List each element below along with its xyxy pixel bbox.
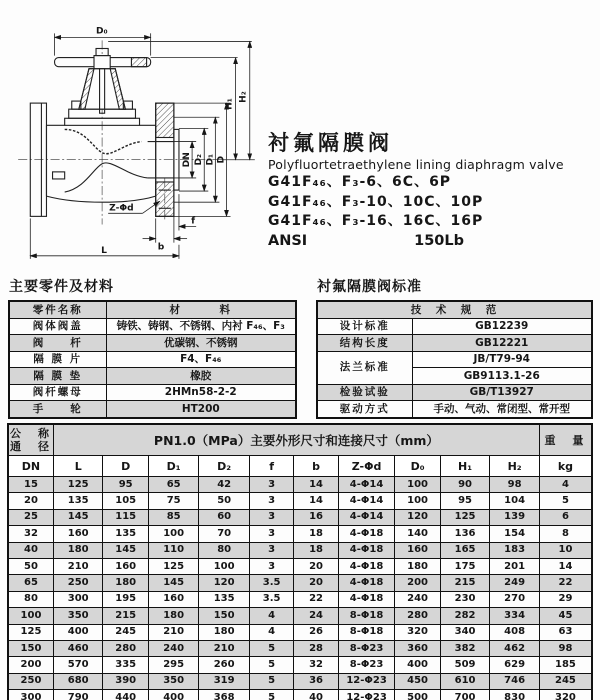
table-cell: 160 — [395, 542, 440, 558]
table-cell: 结构长度 — [317, 335, 412, 352]
table-cell: 210 — [148, 624, 199, 640]
table-cell: 36 — [294, 673, 338, 689]
table-cell: 4-Φ18 — [338, 591, 395, 607]
table-cell: 240 — [395, 591, 440, 607]
table-cell: 145 — [53, 509, 103, 525]
table-cell: 5 — [249, 673, 293, 689]
column-header: b — [294, 456, 338, 477]
table-row — [317, 351, 592, 368]
table-cell: 阀杆螺母 — [9, 384, 106, 401]
table-cell: 10 — [539, 542, 592, 558]
table-cell: 165 — [440, 542, 490, 558]
table-cell: 14 — [539, 558, 592, 574]
table-cell: 200 — [395, 575, 440, 591]
table-cell: 4-Φ14 — [338, 509, 395, 525]
table-cell: F4、F₄₆ — [106, 351, 296, 368]
table-cell: 240 — [148, 640, 199, 656]
table-cell: 26 — [294, 624, 338, 640]
table-cell: 350 — [53, 608, 103, 624]
table-cell: 检验试验 — [317, 384, 412, 401]
table-row — [8, 657, 592, 673]
table-cell: 249 — [490, 575, 540, 591]
table-group-header-row — [8, 424, 592, 456]
table-row — [8, 591, 592, 607]
table-cell: 300 — [53, 591, 103, 607]
table-cell: 90 — [440, 477, 490, 493]
table-cell: 180 — [148, 608, 199, 624]
table-cell: 法兰标准 — [317, 351, 412, 384]
table-cell: 98 — [490, 477, 540, 493]
table-cell: 5 — [249, 657, 293, 673]
table-cell: 8 — [539, 526, 592, 542]
table-cell: 700 — [440, 690, 490, 700]
table-cell: 270 — [490, 591, 540, 607]
table-column-header-row — [8, 456, 592, 477]
table-cell: 135 — [53, 493, 103, 509]
column-header: D₂ — [199, 456, 250, 477]
table-cell: 18 — [294, 542, 338, 558]
table-cell: 250 — [8, 673, 53, 689]
column-header: 零件名称 — [9, 301, 106, 318]
table-cell: 830 — [490, 690, 540, 700]
table-cell: 5 — [249, 690, 293, 700]
table-cell: 260 — [199, 657, 250, 673]
table-cell: 746 — [490, 673, 540, 689]
table-cell: 201 — [490, 558, 540, 574]
table-cell: 45 — [539, 608, 592, 624]
table-cell: 210 — [53, 558, 103, 574]
table-cell: 104 — [490, 493, 540, 509]
table-cell: 125 — [53, 477, 103, 493]
table-cell: 设计标准 — [317, 318, 412, 335]
table-cell: 50 — [8, 558, 53, 574]
table-cell: 隔 膜 片 — [9, 351, 106, 368]
table-cell: 680 — [53, 673, 103, 689]
table-row — [8, 575, 592, 591]
table-cell: 22 — [539, 575, 592, 591]
table-cell: 4-Φ18 — [338, 526, 395, 542]
table-cell: GB9113.1-26 — [412, 368, 592, 385]
table-cell: 4-Φ18 — [338, 575, 395, 591]
table-cell: 440 — [103, 690, 148, 700]
table-cell: 629 — [490, 657, 540, 673]
table-cell: 215 — [440, 575, 490, 591]
parts-table-title: 主要零件及材料 — [9, 279, 114, 295]
table-cell: 60 — [199, 509, 250, 525]
table-cell: 3 — [249, 477, 293, 493]
table-row — [8, 640, 592, 656]
page-title: 衬氟隔膜阀 — [268, 131, 393, 155]
table-cell: 100 — [395, 493, 440, 509]
table-cell: 25 — [8, 509, 53, 525]
table-cell: 150 — [199, 608, 250, 624]
table-cell: 135 — [199, 591, 250, 607]
table-cell: 282 — [440, 608, 490, 624]
table-cell: 隔 膜 垫 — [9, 368, 106, 385]
model-line: G41F₄₆、F₃-16、16C、16P — [268, 213, 484, 229]
dim-label-d2: D₂ — [194, 153, 205, 166]
table-cell: 610 — [440, 673, 490, 689]
table-cell: 462 — [490, 640, 540, 656]
table-cell: GB/T13927 — [412, 384, 592, 401]
table-cell: 180 — [103, 575, 148, 591]
table-cell: 350 — [148, 673, 199, 689]
table-cell: 95 — [440, 493, 490, 509]
table-cell: 183 — [490, 542, 540, 558]
table-cell: 400 — [395, 657, 440, 673]
table-cell: 阀体阀盖 — [9, 318, 106, 335]
table-cell: 4-Φ14 — [338, 493, 395, 509]
table-row — [8, 624, 592, 640]
table-cell: 160 — [148, 591, 199, 607]
weight-header — [539, 424, 592, 456]
table-cell: 100 — [8, 608, 53, 624]
table-row — [8, 509, 592, 525]
parts-materials-table — [8, 300, 297, 419]
table-cell: 63 — [539, 624, 592, 640]
table-cell: 8-Φ18 — [338, 608, 395, 624]
table-cell: 8-Φ23 — [338, 640, 395, 656]
table-row — [9, 368, 296, 385]
table-row — [8, 526, 592, 542]
table-cell: 360 — [395, 640, 440, 656]
table-cell: 65 — [148, 477, 199, 493]
table-cell: 32 — [8, 526, 53, 542]
table-cell: HT200 — [106, 401, 296, 418]
column-header: D₁ — [148, 456, 199, 477]
table-cell: 140 — [395, 526, 440, 542]
table-cell: 3 — [249, 493, 293, 509]
table-cell: 180 — [395, 558, 440, 574]
table-cell: 3.5 — [249, 575, 293, 591]
table-cell: 245 — [539, 673, 592, 689]
handwheel — [55, 48, 151, 113]
valve-cross-section-svg — [4, 10, 272, 267]
table-cell: 手动、气动、常闭型、常开型 — [412, 401, 592, 418]
table-cell: 125 — [8, 624, 53, 640]
table-cell: 2HMn58-2-2 — [106, 384, 296, 401]
table-cell: 3 — [249, 509, 293, 525]
table-cell: 115 — [103, 509, 148, 525]
table-cell: 14 — [294, 493, 338, 509]
table-cell: 300 — [8, 690, 53, 700]
table-cell: 145 — [103, 542, 148, 558]
dim-label-d0: D₀ — [96, 26, 108, 37]
table-cell: 铸铁、铸钢、不锈钢、内衬 F₄₆、F₃ — [106, 318, 296, 335]
table-row — [317, 335, 592, 352]
bonnet — [53, 69, 140, 179]
table-cell: 70 — [199, 526, 250, 542]
table-cell: 154 — [490, 526, 540, 542]
table-cell: 20 — [8, 493, 53, 509]
table-row — [8, 558, 592, 574]
table-cell: 382 — [440, 640, 490, 656]
table-cell: 4-Φ14 — [338, 477, 395, 493]
table-cell: 320 — [539, 690, 592, 700]
table-cell: 驱动方式 — [317, 401, 412, 418]
table-cell: 160 — [103, 558, 148, 574]
table-cell: 125 — [148, 558, 199, 574]
table-cell: 42 — [199, 477, 250, 493]
table-cell: 215 — [103, 608, 148, 624]
table-cell: 4 — [249, 624, 293, 640]
table-cell: 120 — [199, 575, 250, 591]
table-cell: 180 — [53, 542, 103, 558]
column-header: Z-Φd — [338, 456, 395, 477]
table-cell: 245 — [103, 624, 148, 640]
table-header-row — [9, 301, 296, 318]
main-dimensions-header: PN1.0（MPa）主要外形尺寸和连接尺寸（mm） — [53, 424, 539, 456]
model-line: G41F₄₆、F₃-6、6C、6P — [268, 174, 452, 190]
page-subtitle: Polyfluortetraethylene lining diaphragm valve — [268, 157, 564, 172]
table-cell: 65 — [8, 575, 53, 591]
table-cell: 4 — [539, 477, 592, 493]
table-cell: 145 — [148, 575, 199, 591]
table-cell: 335 — [103, 657, 148, 673]
dim-d0 — [55, 33, 151, 55]
table-cell: 139 — [490, 509, 540, 525]
table-cell: GB12221 — [412, 335, 592, 352]
table-cell: 4-Φ18 — [338, 542, 395, 558]
dim-label-h2: H₂ — [238, 91, 249, 103]
column-header: H₁ — [440, 456, 490, 477]
table-cell: 320 — [395, 624, 440, 640]
table-cell: 230 — [440, 591, 490, 607]
table-header-row — [317, 301, 592, 318]
table-cell: 319 — [199, 673, 250, 689]
table-cell: 120 — [395, 509, 440, 525]
table-cell: 100 — [199, 558, 250, 574]
table-cell: 450 — [395, 673, 440, 689]
table-cell: 98 — [539, 640, 592, 656]
table-cell: 5 — [249, 640, 293, 656]
table-cell: 85 — [148, 509, 199, 525]
title-block — [268, 130, 598, 249]
table-cell: 408 — [490, 624, 540, 640]
table-cell: 28 — [294, 640, 338, 656]
ansi-rating-line — [268, 233, 464, 249]
header-line: 通 径 — [9, 440, 52, 453]
table-cell: 5 — [539, 493, 592, 509]
table-cell: 125 — [440, 509, 490, 525]
table-cell: 12-Φ23 — [338, 690, 395, 700]
table-cell: 100 — [148, 526, 199, 542]
table-row — [317, 384, 592, 401]
table-row — [8, 608, 592, 624]
column-header: H₂ — [490, 456, 540, 477]
table-cell: 150 — [8, 640, 53, 656]
table-cell: 3 — [249, 542, 293, 558]
table-row — [9, 335, 296, 352]
parts-materials-section — [8, 276, 297, 419]
table-row — [8, 477, 592, 493]
column-header: 技 术 规 范 — [317, 301, 592, 318]
dim-label-zphid: Z-Φd — [109, 203, 134, 214]
header-line: 公 称 — [9, 427, 52, 440]
table-cell: 210 — [199, 640, 250, 656]
dim-label-h1: H₁ — [224, 98, 235, 110]
table-cell: 509 — [440, 657, 490, 673]
dim-label-d: D — [216, 155, 227, 164]
table-cell: 160 — [53, 526, 103, 542]
table-row — [8, 493, 592, 509]
dim-label-d1: D₁ — [205, 153, 216, 166]
table-cell: 368 — [199, 690, 250, 700]
table-row — [9, 401, 296, 418]
table-row — [8, 673, 592, 689]
table-cell: 3 — [249, 558, 293, 574]
ansi-rating: 150Lb — [414, 232, 464, 249]
column-header: DN — [8, 456, 53, 477]
table-cell: 295 — [148, 657, 199, 673]
table-cell: 32 — [294, 657, 338, 673]
table-row — [9, 351, 296, 368]
table-cell: 136 — [440, 526, 490, 542]
standards-section — [316, 276, 593, 419]
table-cell: 400 — [148, 690, 199, 700]
column-header: L — [53, 456, 103, 477]
table-cell: 50 — [199, 493, 250, 509]
table-row — [8, 542, 592, 558]
table-cell: JB/T79-94 — [412, 351, 592, 368]
table-cell: 6 — [539, 509, 592, 525]
table-row — [8, 690, 592, 700]
table-cell: 阀 杆 — [9, 335, 106, 352]
table-cell: 790 — [53, 690, 103, 700]
standards-table — [316, 300, 593, 419]
table-cell: 95 — [103, 477, 148, 493]
table-cell: 20 — [294, 575, 338, 591]
standards-table-title: 衬氟隔膜阀标准 — [317, 279, 422, 295]
table-cell: 135 — [103, 526, 148, 542]
dimensions-section — [7, 423, 593, 700]
table-cell: 175 — [440, 558, 490, 574]
table-cell: 18 — [294, 526, 338, 542]
dim-label-b: b — [157, 242, 165, 253]
ansi-label: ANSI — [268, 232, 308, 249]
table-cell: 手 轮 — [9, 401, 106, 418]
table-cell: 200 — [8, 657, 53, 673]
dim-label-dn: DN — [182, 152, 193, 168]
table-cell: 12-Φ23 — [338, 673, 395, 689]
table-cell: 8-Φ23 — [338, 657, 395, 673]
column-header: D — [103, 456, 148, 477]
table-cell: 29 — [539, 591, 592, 607]
table-cell: 280 — [395, 608, 440, 624]
column-header: 材 料 — [106, 301, 296, 318]
table-cell: 优碳钢、不锈钢 — [106, 335, 296, 352]
table-cell: 110 — [148, 542, 199, 558]
table-cell: 460 — [53, 640, 103, 656]
column-header: D₀ — [395, 456, 440, 477]
table-row — [9, 318, 296, 335]
table-cell: 15 — [8, 477, 53, 493]
table-row — [9, 384, 296, 401]
table-cell: 14 — [294, 477, 338, 493]
dim-label-f: f — [191, 216, 196, 227]
column-header: kg — [539, 456, 592, 477]
table-cell: 80 — [8, 591, 53, 607]
table-cell: 250 — [53, 575, 103, 591]
table-cell: 195 — [103, 591, 148, 607]
table-cell: 334 — [490, 608, 540, 624]
table-cell: 24 — [294, 608, 338, 624]
table-cell: 40 — [8, 542, 53, 558]
table-cell: 185 — [539, 657, 592, 673]
table-cell: 280 — [103, 640, 148, 656]
table-cell: 20 — [294, 558, 338, 574]
table-cell: 3.5 — [249, 591, 293, 607]
dim-label-l: L — [101, 245, 107, 256]
dimension-table — [7, 423, 593, 700]
model-line: G41F₄₆、F₃-10、10C、10P — [268, 193, 484, 210]
table-cell: 100 — [395, 477, 440, 493]
table-row — [317, 401, 592, 418]
table-cell: 8-Φ18 — [338, 624, 395, 640]
table-cell: 80 — [199, 542, 250, 558]
column-header: f — [249, 456, 293, 477]
table-cell: 4 — [249, 608, 293, 624]
table-cell: 4-Φ18 — [338, 558, 395, 574]
table-cell: 22 — [294, 591, 338, 607]
table-cell: 16 — [294, 509, 338, 525]
table-cell: 570 — [53, 657, 103, 673]
table-cell: 75 — [148, 493, 199, 509]
table-cell: 橡胶 — [106, 368, 296, 385]
nominal-diameter-header — [8, 424, 53, 456]
valve-technical-drawing — [4, 10, 272, 268]
header-line: 重 量 — [544, 433, 587, 447]
table-cell: 400 — [53, 624, 103, 640]
table-cell: 3 — [249, 526, 293, 542]
table-cell: 40 — [294, 690, 338, 700]
table-row — [317, 318, 592, 335]
table-cell: 180 — [199, 624, 250, 640]
table-cell: GB12239 — [412, 318, 592, 335]
table-cell: 340 — [440, 624, 490, 640]
table-cell: 500 — [395, 690, 440, 700]
table-cell: 390 — [103, 673, 148, 689]
table-cell: 105 — [103, 493, 148, 509]
